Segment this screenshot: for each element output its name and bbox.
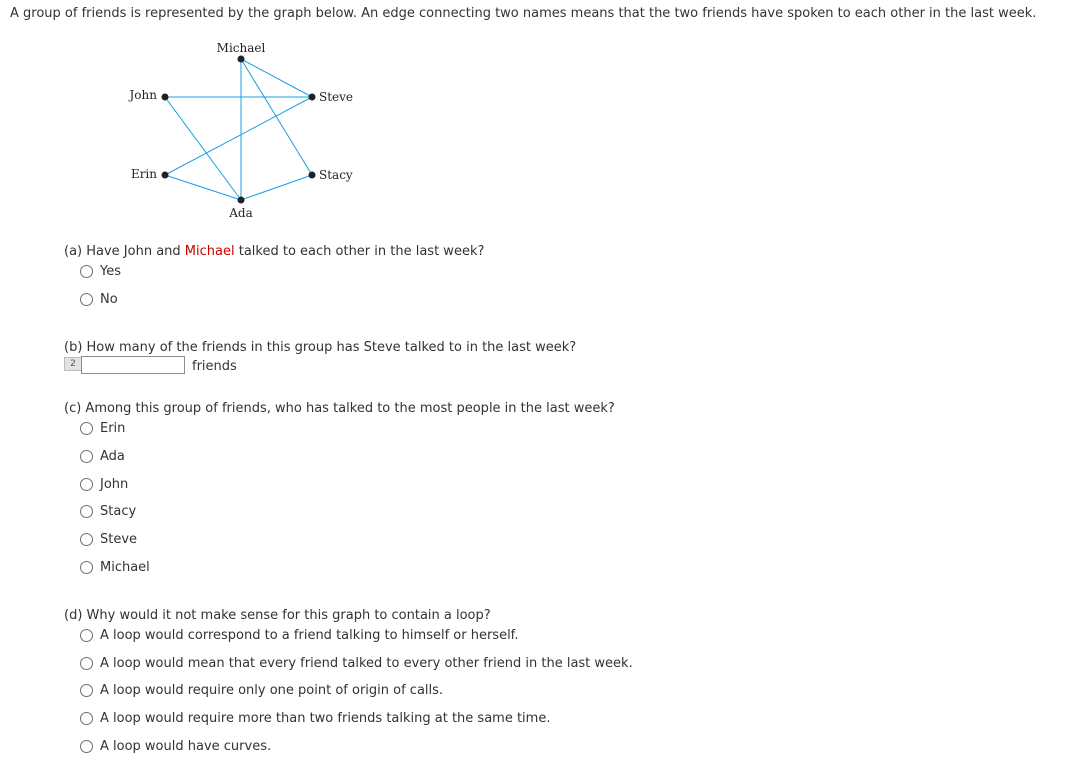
option-d-3[interactable]	[80, 683, 443, 698]
attempt-badge: 2	[64, 357, 82, 371]
question-d: (d) Why would it not make sense for this graph to contain a loop?	[64, 608, 491, 623]
question-a	[64, 244, 484, 259]
option-label: John	[100, 477, 129, 492]
option-label: Ada	[100, 449, 125, 464]
option-label: Steve	[100, 532, 138, 547]
node-erin	[162, 172, 169, 179]
option-c-stacy[interactable]	[80, 504, 136, 519]
node-john	[162, 94, 169, 101]
radio-button[interactable]	[80, 561, 93, 574]
edge-erin-ada	[165, 175, 241, 200]
radio-button[interactable]	[80, 450, 93, 463]
label-ada: Ada	[229, 206, 253, 220]
radio-button[interactable]	[80, 478, 93, 491]
option-label: Yes	[100, 264, 121, 279]
radio-button[interactable]	[80, 265, 93, 278]
option-label: A loop would require more than two friends talking at the same time.	[100, 711, 551, 726]
radio-button[interactable]	[80, 533, 93, 546]
friends-count-input[interactable]	[81, 356, 185, 374]
option-label: No	[100, 292, 118, 307]
input-suffix: friends	[192, 359, 237, 374]
radio-button[interactable]	[80, 505, 93, 518]
option-a-yes[interactable]	[80, 264, 121, 279]
option-c-ada[interactable]	[80, 449, 125, 464]
node-ada	[238, 197, 245, 204]
option-label: Erin	[100, 421, 126, 436]
node-stacy	[309, 172, 316, 179]
label-erin: Erin	[130, 167, 157, 181]
option-label: A loop would mean that every friend talked to every other friend in the last week.	[100, 656, 633, 671]
question-a-highlight: Michael	[184, 244, 235, 259]
label-steve: Steve	[319, 90, 354, 104]
option-c-steve[interactable]	[80, 532, 137, 547]
option-d-1[interactable]	[80, 628, 518, 643]
label-michael: Michael	[216, 41, 266, 55]
intro-text: A group of friends is represented by the graph below. An edge connecting two names means that the two friends have spoken to each other in the last week.	[10, 6, 1037, 21]
option-d-5[interactable]	[80, 739, 271, 754]
label-stacy: Stacy	[319, 168, 353, 182]
edge-ada-stacy	[241, 175, 312, 200]
option-label: Stacy	[100, 504, 137, 519]
radio-button[interactable]	[80, 422, 93, 435]
question-b: (b) How many of the friends in this group has Steve talked to in the last week?	[64, 340, 577, 355]
radio-button[interactable]	[80, 657, 93, 670]
node-michael	[238, 56, 245, 63]
option-d-4[interactable]	[80, 711, 550, 726]
question-a-prefix: (a) Have John and	[64, 244, 185, 259]
radio-button[interactable]	[80, 293, 93, 306]
radio-button[interactable]	[80, 740, 93, 753]
label-john: John	[129, 88, 157, 102]
option-a-no[interactable]	[80, 292, 118, 307]
edge-john-ada	[165, 97, 241, 200]
friends-graph	[0, 0, 420, 230]
option-c-michael[interactable]	[80, 560, 150, 575]
question-c: (c) Among this group of friends, who has talked to the most people in the last week?	[64, 401, 615, 416]
edge-michael-stacy	[241, 59, 312, 175]
option-d-2[interactable]	[80, 656, 633, 671]
radio-button[interactable]	[80, 684, 93, 697]
option-c-john[interactable]	[80, 477, 128, 492]
edge-erin-steve	[165, 97, 312, 175]
option-label: A loop would have curves.	[100, 739, 272, 754]
radio-button[interactable]	[80, 712, 93, 725]
option-label: A loop would require only one point of origin of calls.	[100, 683, 444, 698]
node-steve	[309, 94, 316, 101]
question-a-suffix: talked to each other in the last week?	[234, 244, 485, 259]
option-label: Michael	[100, 560, 150, 575]
option-label: A loop would correspond to a friend talking to himself or herself.	[100, 628, 519, 643]
radio-button[interactable]	[80, 629, 93, 642]
option-c-erin[interactable]	[80, 421, 125, 436]
edge-michael-steve	[241, 59, 312, 97]
